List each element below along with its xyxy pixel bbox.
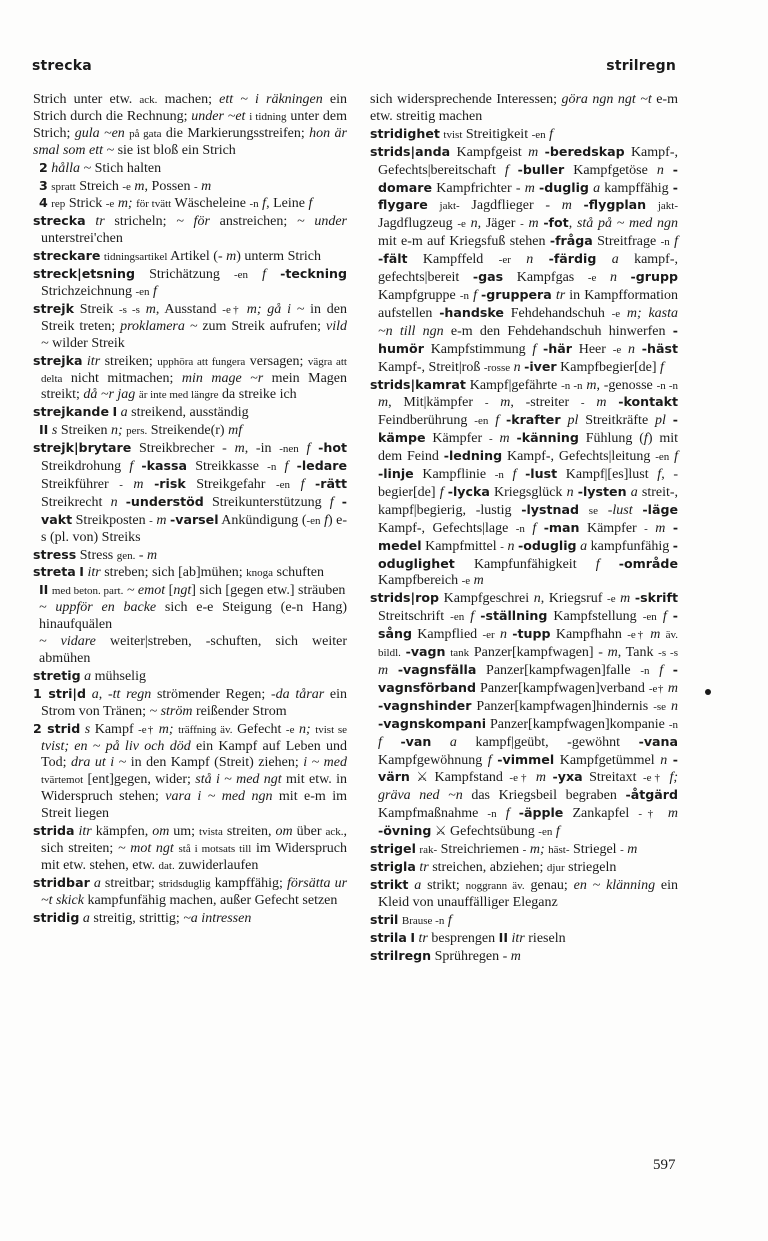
page-number: 597: [653, 1157, 676, 1173]
dictionary-entry: strejk|brytare Streikbrecher - m, -in -nen f -hot Streikdrohung f -kassa Streikkasse -n f -ledare Streikführer - m -risk Streikgefahr -en f -rätt Streikrecht n -understöd Streikunterstützung f -vakt Streikposten - m -varsel Ankündigung (-en f) e-s (pl. von) Streiks: [33, 440, 348, 545]
dictionary-entry: 2 strid s Kampf -e† m; träffning äv. Gefecht -e n; tvist se tvist; en ~ på liv och död ein Kampf auf Leben und Tod; dra ut i ~ in den Kampf (Streit) ziehen; i ~ med tvärtemot [ent]gegen, wider; stå i ~ med ngt mit etw. in Widerspruch stehen; vara i ~ med ngn mit e-m im Streit liegen: [33, 720, 348, 822]
dictionary-entry: 3 spratt Streich -e m, Possen - m: [39, 177, 212, 194]
dictionary-entry: 1 stri|d a, -tt regn strömender Regen; -da tårar ein Strom von Tränen; ~ ström reißender Strom: [33, 685, 348, 719]
dictionary-entry: strids|kamrat Kampf|gefährte -n -n m, -genosse -n -n m, Mit|kämpfer - m, -streiter - m -kontakt Feindberührung -en f -krafter pl Streitkräfte pl -kämpe Kämpfer - m -känning Fühlung (f) mit dem Feind -ledning Kampf-, Gefechts|leitung -en f -linje Kampflinie -n f -lust Kampf|[es]lust f, -begier[de] f -lycka Kriegsglück n -lysten a streit-, kampf|begierig, -lustig -lystnad se -lust -läge Kampf-, Gefechts|lage -n f -man Kämpfer - m -medel Kampfmittel - n -oduglig a kampfunfähig -oduglighet Kampfunfähigkeit f -område Kampfbereich -e m: [370, 376, 679, 589]
right-column: [370, 92, 678, 965]
dictionary-entry: streckare tidningsartikel Artikel (- m) unterm Strich: [33, 248, 322, 265]
dictionary-entry: strids|anda Kampfgeist m -beredskap Kampf-, Gefechts|bereitschaft f -buller Kampfgetöse n -domare Kampfrichter - m -duglig a kampffähig -flygare jakt- Jagdflieger - m -flygplan jakt- Jagdflugzeug -e n, Jäger - m -fot, stå på ~ med ngn mit e-m auf Kriegsfuß stehen -fråga Streitfrage -n f -fält Kampffeld -er n -färdig a kampf-, gefechts|bereit -gas Kampfgas -e n -grupp Kampfgruppe -n f -gruppera tr in Kampfformation aufstellen -handske Fehdehandschuh -e m; kasta ~n till ngn e-m den Fehdehandschuh hinwerfen -humör Kampfstimmung f -här Heer -e n -häst Kampf-, Streit|roß -rosse n -iver Kampfbegier[de] f: [370, 143, 679, 375]
dictionary-entry: strejka itr streiken; upphöra att fungera versagen; vägra att delta nicht mitmachen; min mage ~r mein Magen streikt; då ~r jag är inte med längre da streike ich: [33, 352, 347, 403]
dictionary-entry: strecka tr stricheln; ~ för anstreichen; ~ under unterstrei'chen: [33, 213, 347, 247]
dictionary-entry: streck|etsning Strichätzung -en f -teckning Strichzeichnung -en f: [33, 266, 348, 299]
dictionary-entry: sich widersprechende Interessen; göra ngn ngt ~t e-m etw. streitig machen: [370, 92, 678, 124]
dictionary-entry: Strich unter etw. ack. machen; ett ~ i räkningen ein Strich durch die Rechnung; under ~et i tidning unter dem Strich; gula ~en på gata die Markierungsstreifen; hon är smal som ett ~ sie ist bloß ein Strich: [33, 92, 348, 158]
running-head-left: strecka: [32, 58, 92, 74]
dictionary-entry: 4 rep Strick -e m; för tvätt Wäscheleine -n f, Leine f: [39, 195, 313, 212]
dictionary-entry: stress Stress gen. - m: [33, 546, 158, 563]
dictionary-entry: stril Brause -n f: [370, 911, 452, 928]
dictionary-entry: strids|rop Kampfgeschrei n, Kriegsruf -e m -skrift Streitschrift -en f -ställning Kampfstellung -en f -sång Kampflied -er n -tupp Kampfhahn -e† m äv. bildl. -vagn tank Panzer[kampfwagen] - m, Tank -s -s m -vagnsfälla Panzer[kampfwagen]falle -n f -vagnsförband Panzer[kampfwagen]verband -e† m -vagnshinder Panzer[kampfwagen]hindernis -se n -vagnskompani Panzer[kampfwagen]kompanie -n f -van a kampf|geübt, -gewöhnt -vana Kampfgewöhnung f -vimmel Kampfgetümmel n -värn ⚔ Kampfstand -e† m -yxa Streitaxt -e† f; gräva ned ~n das Kriegsbeil begraben -åtgärd Kampfmaßnahme -n f -äpple Zankapfel -† m -övning ⚔ Gefechtsübung -en f: [370, 590, 679, 840]
dictionary-entry: ~ vidare weiter|streben, -schuften, sich weiter abmühen: [39, 634, 347, 666]
running-head-right: strilregn: [606, 58, 676, 74]
dictionary-entry: strigla tr streichen, abziehen; djur striegeln: [370, 858, 617, 875]
margin-dot-mark: [705, 689, 711, 695]
left-column: [33, 92, 347, 928]
dictionary-entry: strilregn Sprühregen - m: [370, 947, 521, 964]
dictionary-entry: strikt a strikt; noggrann äv. genau; en ~ klänning ein Kleid von unauffälliger Eleganz: [370, 876, 679, 910]
dictionary-entry: ~ uppför en backe sich e-e Steigung (e-n Hang) hinaufquälen: [39, 600, 347, 633]
dictionary-entry: 2 hålla ~ Stich halten: [39, 159, 162, 176]
dictionary-entry: strida itr kämpfen, om um; tvista streiten, om über ack., sich streiten; ~ mot ngt stå i motsats till im Widerspruch mit etw. stehen, etw. dat. zuwiderlaufen: [33, 823, 347, 873]
dictionary-entry: stridig a streitig, strittig; ~a intressen: [33, 909, 252, 926]
dictionary-entry: stridbar a streitbar; stridsduglig kampffähig; försätta ur ~t skick kampfunfähig machen, außer Gefecht setzen: [33, 874, 348, 908]
dictionary-entry: streta I itr streben; sich [ab]mühen; knoga schuften: [33, 564, 324, 581]
dictionary-entry: stretig a mühselig: [33, 667, 146, 684]
dictionary-entry: strigel rak- Streichriemen - m; häst- Striegel - m: [370, 841, 638, 858]
dictionary-entry: II med beton. part. ~ emot [ngt] sich [gegen etw.] sträuben: [39, 582, 346, 599]
dictionary-entry: strejk Streik -s -s m, Ausstand -e† m; gå i ~ in den Streik treten; proklamera ~ zum Streik aufrufen; vild ~ wilder Streik: [33, 300, 348, 351]
dictionary-entry: II s Streiken n; pers. Streikende(r) mf: [39, 422, 243, 439]
dictionary-entry: strila I tr besprengen II itr rieseln: [370, 929, 566, 946]
dictionary-entry: stridighet tvist Streitigkeit -en f: [370, 125, 554, 142]
dictionary-entry: strejkande I a streikend, ausständig: [33, 404, 249, 421]
